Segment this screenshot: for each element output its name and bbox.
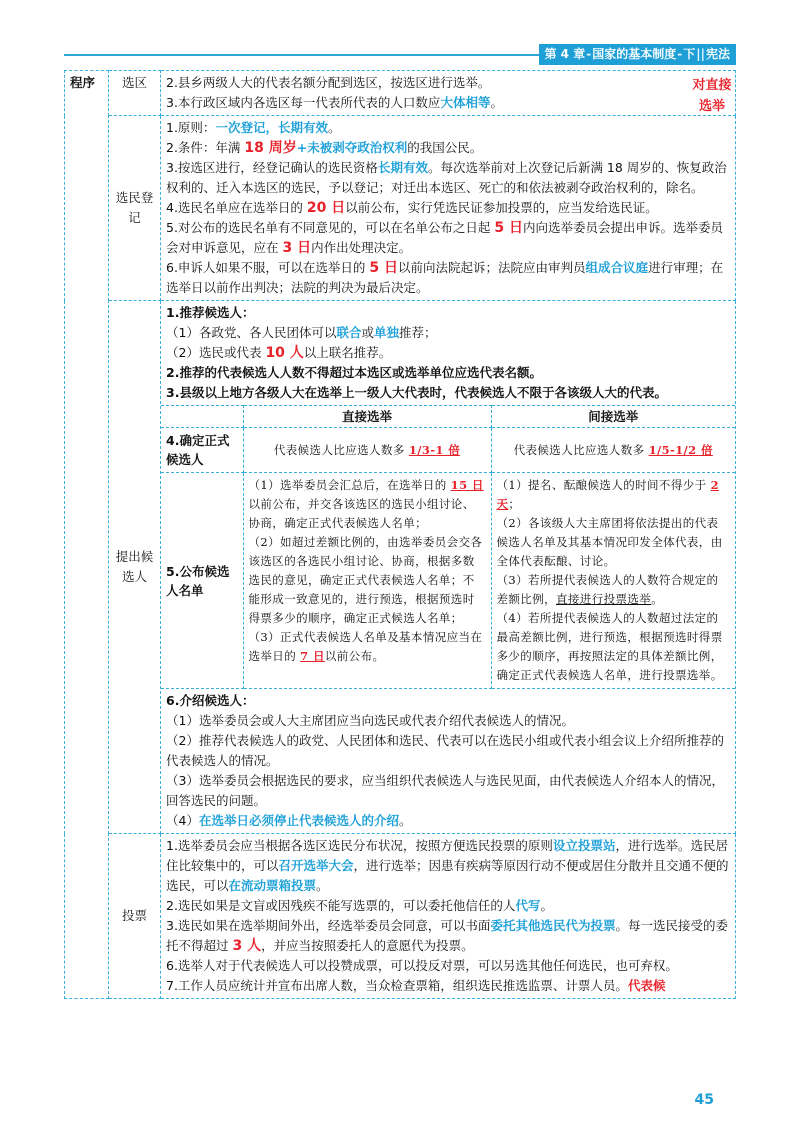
row-toupiao (65, 834, 736, 999)
xuanmin-line-2: 2.条件：年满 18 周岁+未被剥夺政治权利的我国公民。 (166, 140, 483, 156)
page-number: 45 (694, 1092, 714, 1108)
tichu-item-6: 6.介绍候选人： (166, 693, 255, 708)
xuanqu-content (161, 71, 736, 116)
tichu-content (161, 301, 736, 834)
tichu-item-6c: （3）选举委员会根据选民的要求，应当组织代表候选人与选民见面，由代表候选人介绍本人的情况，回答选民的问题。 (166, 773, 724, 808)
subtable-row-5 (161, 473, 735, 689)
tichu-item-6b: （2）推荐代表候选人的政党、人民团体和选民、代表可以在选民小组或代表小组会议上介绍所推荐的代表候选人的情况。 (166, 733, 724, 768)
toupiao-line-2: 2.选民如果是文盲或因残疾不能写选票的，可以委托他信任的人代写。 (166, 898, 553, 913)
tichu-item-1a: （1）各政党、各人民团体可以联合或单独推荐； (166, 325, 437, 340)
side-note-direct: 对直接选举 (692, 78, 732, 114)
tichu-item-6a: （1）选举委员会或人大主席团应当向选民或代表介绍代表候选人的情况。 (166, 713, 574, 728)
row4-direct: 代表候选人比应选人数多 1/3-1 倍 (243, 428, 491, 473)
row4-indirect: 代表候选人比应选人数多 1/5-1/2 倍 (491, 428, 735, 473)
row5-label: 5.公布候选人名单 (161, 473, 243, 689)
xuanmin-line-4: 4.选民名单应在选举日的 20 日以前公布，实行凭选民证参加投票的，应当发给选民证。 (166, 200, 658, 216)
xuanmin-line-3: 3.按选区进行，经登记确认的选民资格长期有效。每次选举前对上次登记后新满 18 周岁的、恢复政治权利的、迁入本选区的选民，予以登记；对迁出本选区、死亡的和依法被剥夺政治权利的，除名。 (166, 160, 727, 195)
procedure-table (64, 70, 736, 999)
procedure-label: 程序 (65, 71, 109, 999)
chapter-subject: 宪法 (705, 47, 730, 61)
row-tichu (65, 301, 736, 834)
toupiao-label: 投票 (109, 834, 161, 999)
tichu-item-1: 1.推荐候选人： (166, 305, 255, 320)
row5-direct: （1）选举委员会汇总后，在选举日的 15 日以前公布，并交各该选区的选民小组讨论、协商，确定正式代表候选人名单； （2）如超过差额比例的，由选举委员会交各该选区的各选民小组讨论、协商，根据多数选民的意见，确定正式代表候选人名单；不能形成一致意见的，进行预选，根据预选时得票多少的顺序，确定正式候选人名单； （3）正式代表候选人名单及基本情况应当在选举日的 7 日以前公布。 (243, 473, 491, 689)
toupiao-line-7: 7.工作人员应统计并宣布出席人数，当众检查票箱，组织选民推选监票、计票人员。代表候 (166, 978, 666, 993)
row-xuanqu (65, 71, 736, 116)
xuanqu-line-3: 3.本行政区域内各选区每一代表所代表的人口数应大体相等。 (166, 95, 503, 110)
candidate-subtable (161, 405, 735, 689)
tichu-item-6d: （4）在选举日必须停止代表候选人的介绍。 (166, 813, 412, 828)
row5-indirect: （1）提名、酝酿候选人的时间不得少于 2 天； （2）各该级人大主席团将依法提出的代表候选人名单及其基本情况印发全体代表，由全体代表酝酿、讨论。 （3）若所提代表候选人的人数符合规定的差额比例，直接进行投票选举。 （4）若所提代表候选人的人数超过法定的最高差额比例，进行预选，根据预选时得票多少的顺序，再按照法定的具体差额比例，确定正式代表候选人名单，进行投票选举。 (491, 473, 735, 689)
xuanqu-line-2: 2.县乡两级人大的代表名额分配到选区，按选区进行选举。 (166, 75, 491, 90)
xuanmin-line-1: 1.原则：一次登记，长期有效。 (166, 120, 341, 135)
tichu-item-3: 3.县级以上地方各级人大在选举上一级人大代表时，代表候选人不限于各该级人大的代表。 (166, 385, 667, 400)
col-direct: 直接选举 (243, 406, 491, 428)
chapter-title: 国家的基本制度 (592, 47, 677, 61)
tichu-item-2: 2.推荐的代表候选人人数不得超过本选区或选举单位应选代表名额。 (166, 365, 542, 380)
chapter-tab: 第 4 章-国家的基本制度-下||宪法 (539, 44, 737, 65)
xuanmin-line-6: 6.申诉人如果不服，可以在选举日的 5 日以前向法院起诉；法院应由审判员组成合议庭进行审理；在选举日以前作出判决；法院的判决为最后决定。 (166, 260, 724, 295)
toupiao-line-3: 3.选民如果在选举期间外出，经选举委员会同意，可以书面委托其他选民代为投票。每一选民接受的委托不得超过 3 人，并应当按照委托人的意愿代为投票。 (166, 918, 728, 954)
chapter-number: 第 4 章 (544, 47, 586, 61)
tichu-item-1b: （2）选民或代表 10 人以上联名推荐。 (166, 345, 392, 361)
xuanmin-label: 选民登记 (109, 116, 161, 301)
xuanqu-label: 选区 (109, 71, 161, 116)
row-xuanmin (65, 116, 736, 301)
subtable-header-row (161, 406, 735, 428)
xuanmin-line-5: 5.对公布的选民名单有不同意见的，可以在名单公布之日起 5 日内向选举委员会提出申诉。选举委员会对申诉意见，应在 3 日内作出处理决定。 (166, 220, 724, 256)
toupiao-content (161, 834, 736, 999)
tichu-label: 提出候选人 (109, 301, 161, 834)
row4-label: 4.确定正式候选人 (161, 428, 243, 473)
page-header (64, 44, 736, 65)
xuanmin-content (161, 116, 736, 301)
toupiao-line-6: 6.选举人对于代表候选人可以投赞成票，可以投反对票，可以另选其他任何选民，也可弃权。 (166, 958, 678, 973)
chapter-part: 下 (683, 47, 696, 61)
col-indirect: 间接选举 (491, 406, 735, 428)
subtable-row-4 (161, 428, 735, 473)
toupiao-line-1: 1.选举委员会应当根据各选区选民分布状况，按照方便选民投票的原则设立投票站，进行选举。选民居住比较集中的，可以召开选举大会，进行选举；因患有疾病等原因行动不便或居住分散并且交通不便的选民，可以在流动票箱投票。 (166, 838, 729, 893)
